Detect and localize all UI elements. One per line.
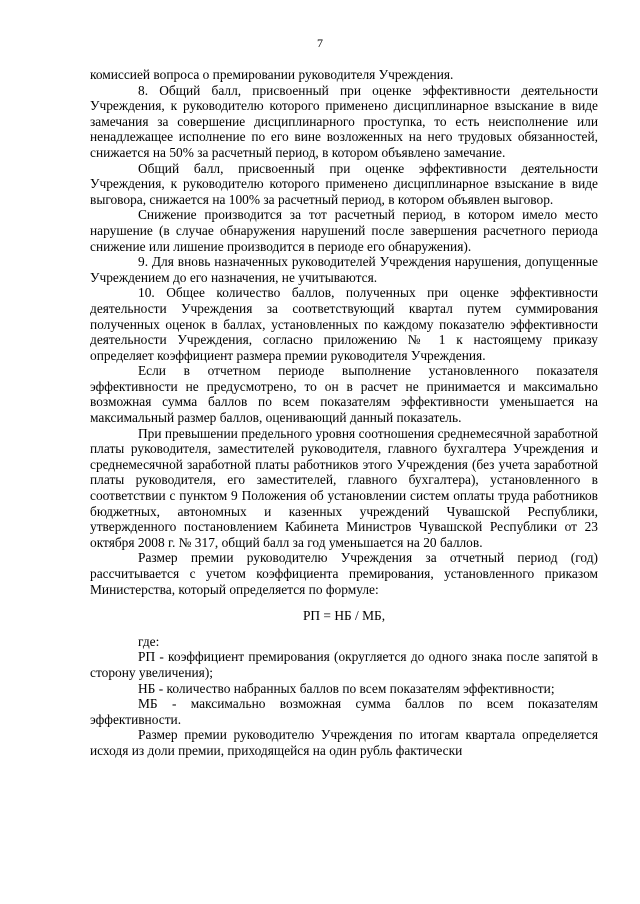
paragraph-quarterly-bonus: Размер премии руководителю Учреждения по итогам квартала определяется исходя из доли премии, приходящейся на один рубль фактически bbox=[90, 727, 598, 758]
paragraph-indicator-not-planned: Если в отчетном периоде выполнение установленного показателя эффективности не предусмотрено, то он в расчет не принимается и максимально возможная сумма баллов по всем показателям эффективности уменьшается на максимальный размер баллов, оценивающий данный показатель. bbox=[90, 363, 598, 426]
paragraph-reprimand: Общий балл, присвоенный при оценке эффективности деятельности Учреждения, к руководителю которого применено дисциплинарное взыскание в виде выговора, снижается на 100% за расчетный период, в котором объявлен выговор. bbox=[90, 160, 598, 207]
paragraph-item-9: 9. Для вновь назначенных руководителей Учреждения нарушения, допущенные Учреждением до его назначения, не учитываются. bbox=[90, 254, 598, 285]
paragraph-item-8: 8. Общий балл, присвоенный при оценке эффективности деятельности Учреждения, к руководителю которого применено дисциплинарное взыскание в виде замечания за совершение дисциплинарного проступка, то есть неисполнение или ненадлежащее исполнение по его вине возложенных на него трудовых обязанностей, снижается на 50% за расчетный период, в котором объявлено замечание. bbox=[90, 82, 598, 160]
document-body bbox=[90, 67, 598, 759]
page-number: 7 bbox=[317, 36, 323, 50]
paragraph-reduction-period: Снижение производится за тот расчетный период, в котором имело место нарушение (в случае обнаружения нарушений после завершения расчетного периода снижение или лишение производится в периоде его обнаружения). bbox=[90, 207, 598, 254]
definition-where: где: bbox=[138, 633, 160, 649]
definition-nb: НБ - количество набранных баллов по всем показателям эффективности; bbox=[138, 680, 555, 696]
paragraph-salary-ratio: При превышении предельного уровня соотношения среднемесячной заработной платы руководителя, заместителей руководителя, главного бухгалтера Учреждения и среднемесячной заработной платы работников этого Учреждения (без учета заработной платы руководителя, его заместителей, главного бухгалтера), установленного в соответствии с пунктом 9 Положения об установлении систем оплаты труда работников бюджетных, автономных и казенных учреждений Чувашской Республики, утвержденного постановлением Кабинета Министров Чувашской Республики от 23 октября 2008 г. № 317, общий балл за год уменьшается на 20 баллов. bbox=[90, 425, 598, 550]
paragraph-bonus-size: Размер премии руководителю Учреждения за отчетный период (год) рассчитывается с учетом коэффициента премирования, установленного приказом Министерства, который определяется по формуле: bbox=[90, 550, 598, 597]
definition-mb: МБ - максимально возможная сумма баллов по всем показателям эффективности. bbox=[90, 696, 598, 727]
definition-rp: РП - коэффициент премирования (округляется до одного знака после запятой в сторону увеличения); bbox=[90, 649, 598, 680]
paragraph-continuation: комиссией вопроса о премировании руководителя Учреждения. bbox=[90, 67, 454, 82]
formula: РП = НБ / МБ, bbox=[302, 608, 386, 624]
paragraph-item-10: 10. Общее количество баллов, полученных при оценке эффективности деятельности Учреждения за соответствующий квартал путем суммирования полученных оценок в баллах, установленных по каждому показателю эффективности деятельности Учреждения, согласно приложению № 1 к настоящему приказу определяет коэффициент размера премии руководителя Учреждения. bbox=[90, 285, 598, 363]
